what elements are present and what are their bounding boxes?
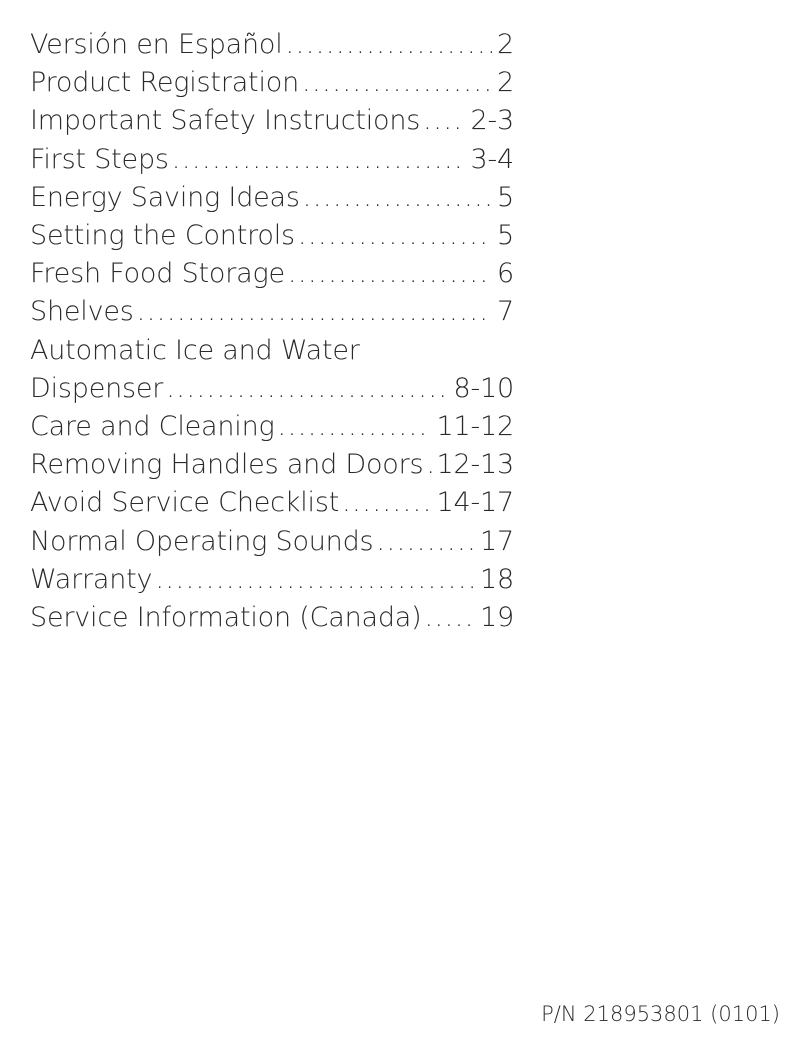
toc-dot-leader xyxy=(303,179,492,217)
toc-entry-energy-saving-ideas[interactable] xyxy=(30,179,514,217)
toc-entry-title: Avoid Service Checklist xyxy=(30,487,340,519)
toc-entry-page: 2 xyxy=(497,67,514,99)
toc-entry-avoid-service-checklist[interactable] xyxy=(30,484,514,522)
toc-entry-page: 19 xyxy=(480,602,514,634)
toc-entry-title: Energy Saving Ideas xyxy=(30,181,300,213)
toc-entry-title: Warranty xyxy=(30,563,153,595)
toc-entry-page: 5 xyxy=(497,220,514,252)
table-of-contents xyxy=(30,26,514,637)
toc-entry-automatic-ice-and-water-dispenser[interactable] xyxy=(30,332,514,408)
toc-dot-leader xyxy=(155,561,475,599)
toc-entry-title: Shelves xyxy=(30,296,134,328)
toc-entry-title: Removing Handles and Doors xyxy=(30,449,424,481)
toc-entry-page: 8-10 xyxy=(453,372,514,404)
toc-dot-leader xyxy=(288,255,492,293)
toc-dot-leader xyxy=(426,446,431,484)
toc-dot-leader xyxy=(424,599,475,637)
toc-entry-page: 5 xyxy=(497,181,514,213)
toc-entry-page: 14-17 xyxy=(436,487,514,519)
toc-dot-leader xyxy=(172,141,466,179)
toc-entry-product-registration[interactable] xyxy=(30,64,514,102)
toc-entry-title: First Steps xyxy=(30,143,169,175)
toc-entry-title: Normal Operating Sounds xyxy=(30,525,374,557)
toc-entry-removing-handles-and-doors[interactable] xyxy=(30,446,514,484)
toc-entry-fresh-food-storage[interactable] xyxy=(30,255,514,293)
toc-entry-warranty[interactable] xyxy=(30,561,514,599)
part-number: P/N 218953801 (0101) xyxy=(541,1002,780,1026)
toc-entry-page: 12-13 xyxy=(436,449,514,481)
toc-entry-title: Versión en Español xyxy=(30,29,283,60)
toc-entry-title: Care and Cleaning xyxy=(30,411,275,443)
toc-entry-first-steps[interactable] xyxy=(30,141,514,179)
toc-dot-leader xyxy=(423,102,465,140)
toc-dot-leader xyxy=(298,217,492,255)
toc-entry-title: Dispenser xyxy=(30,372,164,404)
toc-dot-leader xyxy=(278,408,432,446)
toc-dot-leader xyxy=(137,293,492,331)
toc-entry-title-line1: Automatic Ice and Water xyxy=(30,334,360,366)
toc-entry-setting-the-controls[interactable] xyxy=(30,217,514,255)
toc-entry-title: Setting the Controls xyxy=(30,220,295,252)
toc-entry-page: 3-4 xyxy=(470,143,514,175)
toc-dot-leader xyxy=(302,64,492,102)
toc-entry-page: 7 xyxy=(497,296,514,328)
toc-entry-page: 17 xyxy=(480,525,514,557)
toc-entry-title: Important Safety Instructions xyxy=(30,105,421,137)
toc-entry-page: 11-12 xyxy=(436,411,514,443)
toc-entry-page: 2-3 xyxy=(470,105,514,137)
toc-entry-important-safety-instructions[interactable] xyxy=(30,102,514,140)
toc-entry-title: Service Information (Canada) xyxy=(30,602,422,634)
toc-entry-service-information-canada[interactable] xyxy=(30,599,514,637)
toc-entry-title: Fresh Food Storage xyxy=(30,258,285,290)
toc-dot-leader xyxy=(342,484,431,522)
toc-entry-page: 18 xyxy=(480,563,514,595)
toc-entry-page: 6 xyxy=(497,258,514,290)
toc-entry-care-and-cleaning[interactable] xyxy=(30,408,514,446)
toc-dot-leader xyxy=(166,370,448,408)
toc-entry-page: 2 xyxy=(497,29,514,60)
toc-entry-normal-operating-sounds[interactable] xyxy=(30,523,514,561)
toc-dot-leader xyxy=(286,26,492,64)
toc-dot-leader xyxy=(376,523,475,561)
toc-entry-shelves[interactable] xyxy=(30,293,514,331)
toc-entry-title: Product Registration xyxy=(30,67,299,99)
toc-entry-version-espanol[interactable] xyxy=(30,26,514,64)
